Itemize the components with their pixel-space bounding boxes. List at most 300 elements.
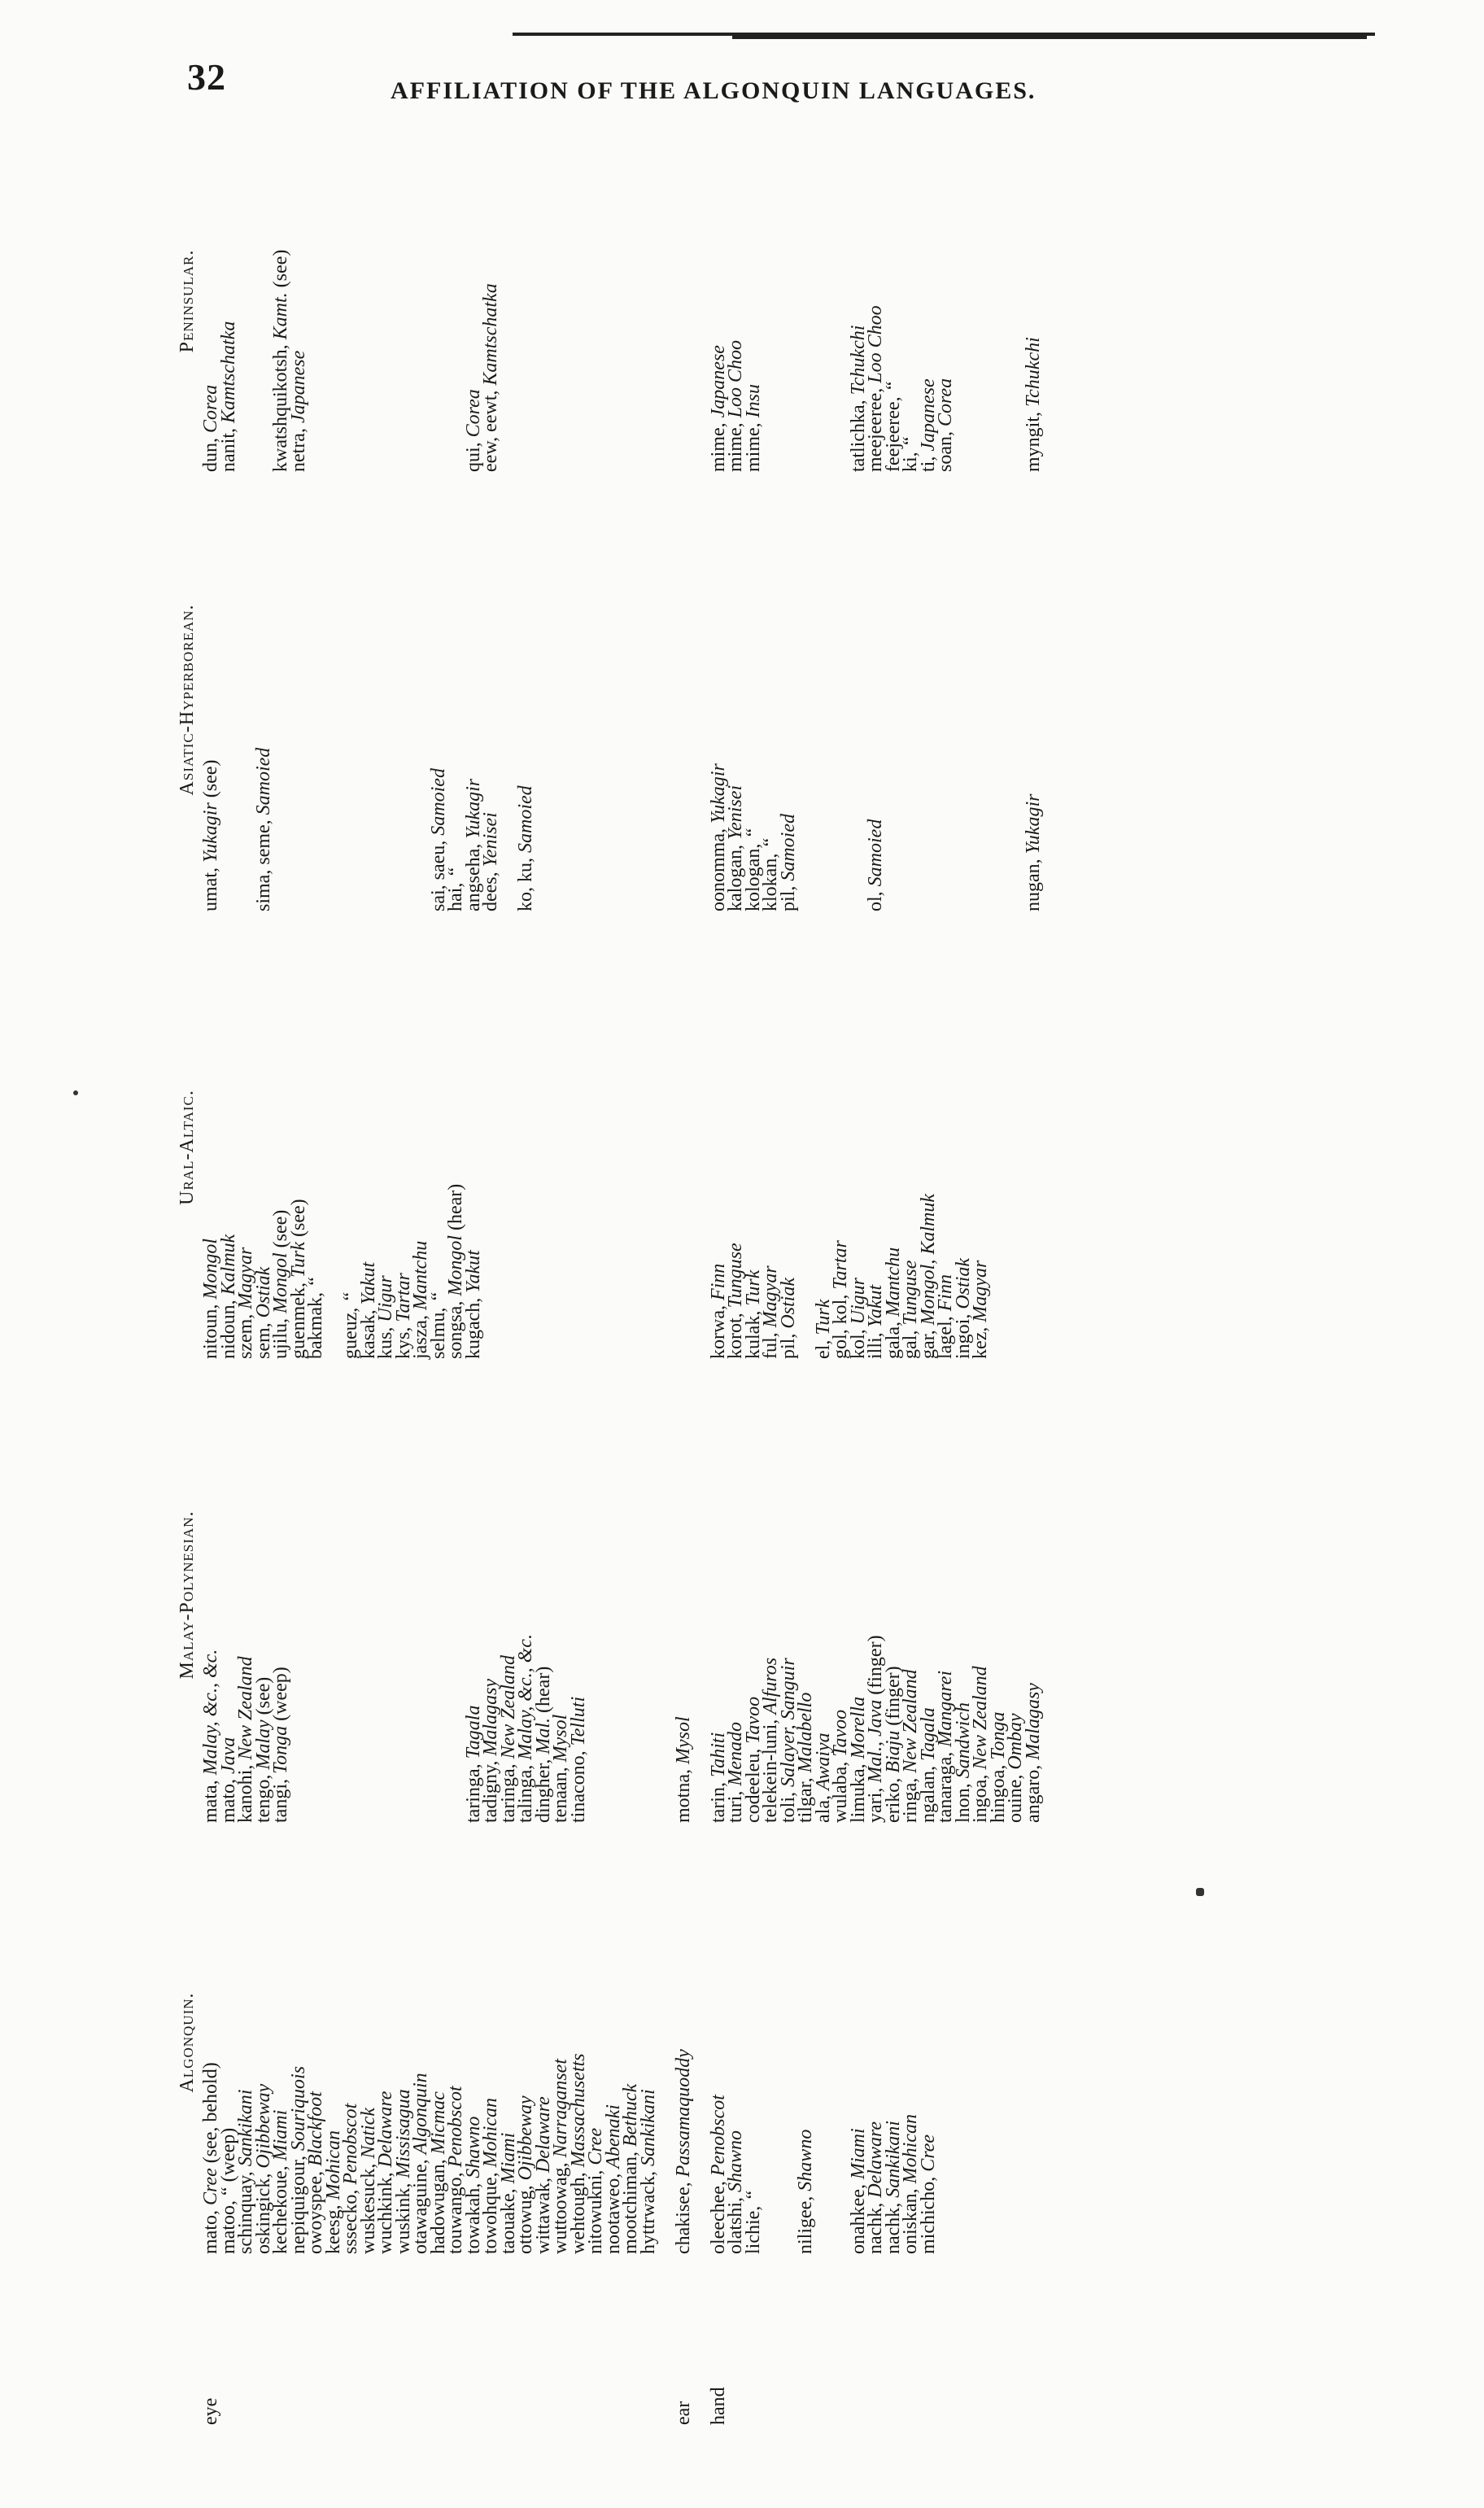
entry-eye-ural (392, 1273, 414, 1359)
entry-language: Yakut (865, 1284, 886, 1328)
entry-hand-malay (917, 1707, 939, 1823)
entry-eye-ural (410, 1240, 431, 1359)
entry-note: (see) (252, 1676, 274, 1720)
entry-eye-algonquin (305, 2091, 326, 2254)
entry-language: Missisagua (392, 2089, 414, 2178)
entry-word: selmu, (427, 1302, 449, 1359)
entry-word: wuchkink, (375, 2167, 396, 2254)
entry-hand-malay (777, 1658, 799, 1823)
entry-word: kol, (847, 1324, 869, 1359)
entry-word: tenaan, (550, 1762, 571, 1823)
entry-eye-algonquin (322, 2130, 344, 2254)
entry-eye-algonquin (287, 2065, 309, 2254)
entry-hand-ural (777, 1277, 799, 1359)
entry-word: owoyspee, (305, 2166, 326, 2254)
entry-word: taringa, (497, 1759, 519, 1823)
entry-word: kus, (375, 1322, 396, 1359)
entry-language: Tunguse (900, 1260, 921, 1326)
entry-eye-algonquin (602, 2104, 624, 2254)
col-heading-peninsular: Peninsular. (177, 249, 198, 353)
entry-word: oonomma, (707, 824, 729, 911)
entry-language: Japanese (917, 378, 939, 452)
entry-word: ko, ku, (515, 853, 536, 911)
entry-hand-algonquin (707, 2095, 729, 2254)
entry-eye-malay (497, 1655, 519, 1823)
entry-language: Tagala (462, 1705, 484, 1759)
entry-word: tinacono, (567, 1746, 589, 1823)
entry-language: Sankikani (637, 2089, 659, 2167)
entry-hand-ural (830, 1240, 851, 1359)
entry-hand-peninsular (1022, 337, 1044, 472)
entry-word: pil, (777, 1328, 799, 1359)
entry-word: chakisee, (672, 2177, 694, 2254)
entry-hand-malay (830, 1709, 851, 1823)
entry-word: nugan, (1022, 854, 1044, 911)
entry-language: Tchukchi (847, 325, 869, 395)
entry-word: korwa, (707, 1300, 729, 1359)
entry-language: Ostiak (252, 1266, 274, 1318)
page-number: 32 (187, 56, 226, 98)
col-malay (179, 1367, 200, 1823)
entry-word: touwango, (445, 2167, 466, 2254)
running-title: AFFILIATION OF THE ALGONQUIN LANGUAGES. (391, 77, 1037, 104)
entry-word: angseha, (462, 838, 484, 911)
entry-word: mime, (725, 417, 746, 472)
entry-language: Biaju (882, 1730, 904, 1773)
entry-language: Yukagir (462, 778, 484, 839)
entry-word: kugach, (462, 1292, 484, 1359)
entry-hand-asiatic (760, 837, 781, 911)
entry-language: Loo Choo (865, 305, 886, 383)
entry-hand-asiatic (1022, 793, 1044, 911)
stray-mark (73, 1090, 78, 1095)
entry-hand-malay (812, 1732, 834, 1823)
entry-eye-malay (217, 1737, 239, 1823)
entry-word: ingoa, (970, 1769, 991, 1823)
entry-word: kasak, (357, 1304, 379, 1359)
entry-language: Mantchu (882, 1247, 904, 1317)
entry-language: Mohican (322, 2130, 344, 2200)
entry-language: “ (340, 1291, 361, 1303)
entry-word: wulaba, (830, 1756, 851, 1823)
entry-word: guenmek, (287, 1278, 309, 1359)
entry-hand-asiatic (707, 763, 729, 911)
entry-hand-ural (760, 1265, 781, 1359)
entry-language: Algonquin (410, 2073, 431, 2155)
entry-language: Menado (725, 1722, 746, 1786)
entry-eye-malay (252, 1676, 274, 1823)
entry-eye-peninsular (200, 384, 221, 472)
entry-language: Yukagir (707, 763, 729, 824)
entry-eye-ural (200, 1238, 221, 1359)
col-heading-malay: Malay-Polynesian. (177, 1510, 198, 1680)
entry-language: Corea (200, 384, 221, 433)
entry-hand-malay (795, 1692, 816, 1823)
entry-word: klokan, (760, 848, 781, 911)
entry-eye-ural (340, 1291, 361, 1359)
entry-word: telekein-luni, (760, 1714, 781, 1823)
entry-hand-malay (952, 1702, 974, 1823)
entry-word: wuttoowag, (550, 2157, 571, 2254)
entry-language: Souriquois (287, 2065, 309, 2151)
entry-language: Narraganset (550, 2058, 571, 2158)
entry-word: kulak, (742, 1305, 764, 1359)
entry-language: Delaware (532, 2096, 554, 2174)
entry-language: Japanese (287, 350, 309, 424)
entry-hand-ural (847, 1277, 869, 1359)
entry-word: tarin, (707, 1777, 729, 1823)
entry-eye-asiatic (462, 778, 484, 911)
entry-language: Malabello (795, 1692, 816, 1773)
entry-word: otawaguine, (410, 2154, 431, 2254)
entry-language: “ (445, 867, 466, 878)
entry-language: Ostiak (952, 1257, 974, 1309)
entry-note: (finger) (865, 1635, 886, 1700)
entry-language: Uigur (847, 1277, 869, 1325)
entry-language: Java (217, 1737, 239, 1774)
entry-language: Yakut (462, 1250, 484, 1293)
entry-word: yari, (865, 1782, 886, 1823)
entry-hand-peninsular (707, 345, 729, 472)
entry-language: Tavoo (830, 1709, 851, 1757)
entry-language: Corea (935, 378, 956, 426)
entry-word: nachk, (882, 2197, 904, 2254)
entry-hand-malay (987, 1711, 1009, 1823)
entry-eye-algonquin (497, 2132, 519, 2254)
entry-language: Corea (462, 389, 484, 438)
col-algonquin (179, 1831, 200, 2254)
col-heading-asiatic: Asiatic-Hyperborean. (177, 604, 198, 796)
entry-language: “ (742, 2190, 764, 2201)
entry-language: Delaware (865, 2121, 886, 2198)
entry-word: schinquay, (235, 2166, 256, 2254)
entry-word: tatlichka, (847, 395, 869, 472)
col-peninsular (179, 130, 200, 472)
entry-hand-malay (742, 1696, 764, 1823)
entry-word: towohque, (480, 2167, 501, 2254)
entry-hand-ural (725, 1243, 746, 1359)
entry-language: Samoied (777, 814, 799, 881)
entry-word: wehtough, (567, 2167, 589, 2254)
entry-language: Ombay (1005, 1713, 1026, 1770)
entry-language: “ (900, 435, 921, 448)
entry-language: Telluti (567, 1696, 589, 1746)
stray-mark (1196, 1888, 1204, 1896)
entry-language: Malagasy (480, 1678, 501, 1756)
entry-eye-peninsular (480, 283, 501, 472)
entry-word: sima, seme, (252, 815, 274, 911)
entry-language: Malagasy (1022, 1683, 1044, 1760)
entry-word: onahkee, (847, 2179, 869, 2254)
entry-word: lnon, (952, 1778, 974, 1823)
entry-word: feejeeree, (882, 391, 904, 472)
entry-word: sem, (252, 1317, 274, 1359)
entry-word: hadowugan, (427, 2154, 449, 2254)
entry-eye-algonquin (532, 2096, 554, 2254)
entry-eye-algonquin (235, 2089, 256, 2254)
entry-eye-asiatic (427, 768, 449, 911)
entry-eye-asiatic (480, 812, 501, 911)
entry-language: Turk (812, 1299, 834, 1335)
entry-language: Loo Choo (725, 339, 746, 418)
entry-language: Delaware (375, 2091, 396, 2168)
entry-language: Micmac (427, 2091, 449, 2155)
entry-word: keesg, (322, 2200, 344, 2254)
entry-language: Sandwich (952, 1702, 974, 1779)
entry-hand-ural (707, 1263, 729, 1359)
entry-hand-malay (725, 1722, 746, 1823)
entry-eye-algonquin (357, 2108, 379, 2254)
entry-word: sai, saeu, (427, 835, 449, 911)
entry-language: Tartar (830, 1240, 851, 1290)
entry-hand-algonquin (917, 2134, 939, 2254)
entry-hand-algonquin (795, 2129, 816, 2254)
entry-hand-peninsular (725, 339, 746, 472)
entry-language: Finn (935, 1274, 956, 1312)
entry-word: michicho, (917, 2171, 939, 2254)
entry-language: Insu (742, 384, 764, 418)
entry-language: “ (882, 381, 904, 392)
entry-eye-asiatic (445, 867, 466, 911)
entry-word: ful, (760, 1327, 781, 1359)
entry-hand-peninsular (882, 381, 904, 472)
entry-word: motna, (672, 1764, 694, 1823)
entry-hand-ural (742, 1269, 764, 1359)
entry-word: towakah, (462, 2178, 484, 2254)
entry-word: wittawak, (532, 2173, 554, 2254)
entry-word: wuskink, (392, 2178, 414, 2254)
entry-language: Mongol (200, 1238, 221, 1300)
entry-word: oskingick, (252, 2168, 274, 2254)
entry-language: Uigur (375, 1275, 396, 1322)
entry-word: kez, (970, 1322, 991, 1359)
entry-word: kalogan, (725, 840, 746, 911)
entry-eye-algonquin (480, 2098, 501, 2254)
entry-eye-algonquin (462, 2116, 484, 2254)
entry-language: Cree (917, 2134, 939, 2172)
entry-ear-malay (672, 1716, 694, 1823)
entry-word: gar, (917, 1325, 939, 1359)
entry-language: Sankikani (235, 2089, 256, 2167)
entry-note: (hear) (532, 1666, 554, 1718)
entry-language: Ojibbeway (515, 2095, 536, 2181)
entry-eye-peninsular (287, 350, 309, 472)
entry-language: Tchukchi (1022, 337, 1044, 407)
entry-eye-algonquin (252, 2083, 274, 2254)
entry-eye-ural (217, 1234, 239, 1359)
row-label-hand: hand (707, 2387, 729, 2425)
entry-eye-algonquin (427, 2091, 449, 2254)
entry-language: Ojibbeway (252, 2083, 274, 2169)
entry-hand-ural (900, 1260, 921, 1359)
entry-language: Cree (585, 2127, 606, 2165)
entry-note: (finger) (882, 1666, 904, 1731)
entry-language: Yukagir (1022, 793, 1044, 854)
entry-word: lichie, (742, 2200, 764, 2254)
entry-eye-peninsular (270, 249, 291, 472)
entry-language: Mantchu (410, 1240, 431, 1311)
entry-language: Yakut (357, 1261, 379, 1305)
entry-language: Tavoo (742, 1696, 764, 1744)
entry-language: Kamt. (270, 292, 291, 340)
top-rule-thick (732, 33, 1367, 39)
entry-hand-malay (760, 1657, 781, 1823)
entry-hand-ural (970, 1260, 991, 1359)
entry-word: tangi, (270, 1774, 291, 1823)
entry-language: Cree (200, 2168, 221, 2205)
entry-language: Tonga (270, 1725, 291, 1774)
entry-hand-algonquin (725, 2130, 746, 2254)
entry-language: Turk (287, 1242, 309, 1278)
entry-eye-algonquin (270, 2109, 291, 2254)
entry-word: talinga, (515, 1759, 536, 1823)
entry-hand-malay (847, 1696, 869, 1823)
entry-language: Morella (847, 1696, 869, 1759)
entry-eye-peninsular (462, 389, 484, 472)
entry-word: ringa, (900, 1772, 921, 1823)
entry-language: Tartar (392, 1273, 414, 1322)
entry-language: Turk (742, 1269, 764, 1306)
entry-language: Awaiya (812, 1732, 834, 1791)
entry-eye-ural (427, 1291, 449, 1359)
entry-hand-ural (917, 1193, 939, 1359)
entry-eye-malay (515, 1634, 536, 1823)
entry-word: dees, (480, 867, 501, 911)
entry-word: lagel, (935, 1311, 956, 1359)
entry-ear-algonquin (672, 2049, 694, 2254)
entry-eye-asiatic (252, 747, 274, 911)
entry-language: “ (427, 1291, 449, 1303)
entry-language: Shawno (725, 2130, 746, 2192)
entry-eye-algonquin (637, 2089, 659, 2254)
entry-language: Mongol, Kalmuk (917, 1193, 939, 1326)
entry-eye-algonquin (585, 2127, 606, 2254)
entry-word: matoo, “ (weep) (217, 2127, 239, 2254)
entry-language: Ostiak (777, 1277, 799, 1329)
entry-eye-algonquin (445, 2086, 466, 2254)
entry-word: eew, eewt, (480, 385, 501, 472)
entry-hand-algonquin (900, 2114, 921, 2254)
entry-language: Malay, &c., &c. (200, 1649, 221, 1776)
entry-hand-asiatic (865, 819, 886, 911)
entry-language: Tahiti (707, 1732, 729, 1778)
entry-language: Penobscot (707, 2095, 729, 2177)
entry-note: (see) (287, 1199, 309, 1242)
entry-hand-peninsular (935, 378, 956, 472)
entry-language: New Zealand (970, 1666, 991, 1770)
entry-eye-algonquin (200, 2062, 221, 2254)
entry-language: Shawno (462, 2116, 484, 2178)
entry-language: Mal., Java (865, 1699, 886, 1783)
entry-eye-ural (270, 1209, 291, 1359)
entry-word: myngit, (1022, 406, 1044, 472)
entry-word: sssecko, (340, 2184, 361, 2254)
entry-language: “ (742, 828, 764, 839)
entry-word: eriko, (882, 1772, 904, 1823)
entry-word: mato, (200, 2205, 221, 2254)
entry-language: Samoied (252, 747, 274, 815)
entry-language: Yukagir (200, 802, 221, 863)
entry-language: Penobscot (340, 2103, 361, 2185)
entry-hand-asiatic (777, 814, 799, 911)
entry-word: hingoa, (987, 1759, 1009, 1823)
entry-language: Magyar (970, 1260, 991, 1322)
entry-word: hyttrwack, (637, 2166, 659, 2254)
entry-word: ouine, (1005, 1769, 1026, 1823)
entry-word: turi, (725, 1785, 746, 1823)
entry-word: qui, (462, 437, 484, 472)
entry-eye-ural (305, 1276, 326, 1359)
entry-language: Magyar (760, 1265, 781, 1328)
entry-word: toli, (777, 1786, 799, 1823)
entry-word: codeeleu, (742, 1743, 764, 1823)
entry-hand-ural (952, 1257, 974, 1359)
entry-language: Mysol (672, 1716, 694, 1764)
entry-hand-peninsular (847, 325, 869, 472)
entry-language: Mongol (445, 1234, 466, 1296)
entry-language: Mal. (532, 1717, 554, 1754)
entry-language: Bethuck (620, 2083, 641, 2148)
rotated-table (179, 122, 1481, 2441)
entry-language: Mangarei (935, 1670, 956, 1747)
entry-language: Malay, &c., &c. (515, 1634, 536, 1760)
entry-language: Tonga (987, 1711, 1009, 1760)
entry-language: Miami (270, 2109, 291, 2161)
entry-eye-algonquin (567, 2053, 589, 2254)
entry-hand-malay (882, 1666, 904, 1823)
entry-word: ngalan, (917, 1761, 939, 1823)
entry-language: Mohican (900, 2114, 921, 2184)
entry-hand-malay (970, 1666, 991, 1823)
entry-language: Salayer, Sanguir (777, 1658, 799, 1787)
entry-language: Samoied (515, 785, 536, 853)
entry-eye-malay (462, 1705, 484, 1823)
entry-eye-malay (270, 1667, 291, 1823)
entry-note: (see) (270, 1209, 291, 1253)
entry-hand-algonquin (742, 2190, 764, 2254)
entry-eye-ural (445, 1183, 466, 1359)
entry-word: kys, (392, 1322, 414, 1359)
entry-word: illi, (865, 1327, 886, 1359)
entry-language: New Zealand (900, 1669, 921, 1773)
entry-eye-malay (235, 1656, 256, 1823)
entry-eye-ural (357, 1261, 379, 1359)
entry-language: Sankikani (882, 2121, 904, 2198)
entry-language: New Zealand (497, 1655, 519, 1759)
entry-language: Yenisei (480, 812, 501, 867)
entry-eye-ural (287, 1199, 309, 1359)
col-ural (179, 936, 200, 1359)
entry-note: (see) (200, 759, 221, 803)
entry-note: (see) (270, 249, 291, 293)
entry-hand-malay (1022, 1683, 1044, 1823)
entry-word: olatshi, (725, 2192, 746, 2254)
entry-word: ingoi, (952, 1309, 974, 1359)
entry-word: ujilu, (270, 1313, 291, 1359)
entry-eye-peninsular (217, 321, 239, 472)
entry-word: taouake, (497, 2183, 519, 2254)
entry-word: gueuz, (340, 1302, 361, 1359)
entry-word: bakmak, (305, 1287, 326, 1359)
row-label-eye: eye (200, 2397, 221, 2425)
entry-hand-malay (900, 1669, 921, 1823)
entry-word: mime, (707, 417, 729, 472)
entry-hand-ural (935, 1274, 956, 1359)
entry-language: Mohican (480, 2098, 501, 2168)
entry-hand-peninsular (917, 378, 939, 472)
row-label-ear: ear (672, 2401, 694, 2425)
entry-language: Samoied (865, 819, 886, 887)
